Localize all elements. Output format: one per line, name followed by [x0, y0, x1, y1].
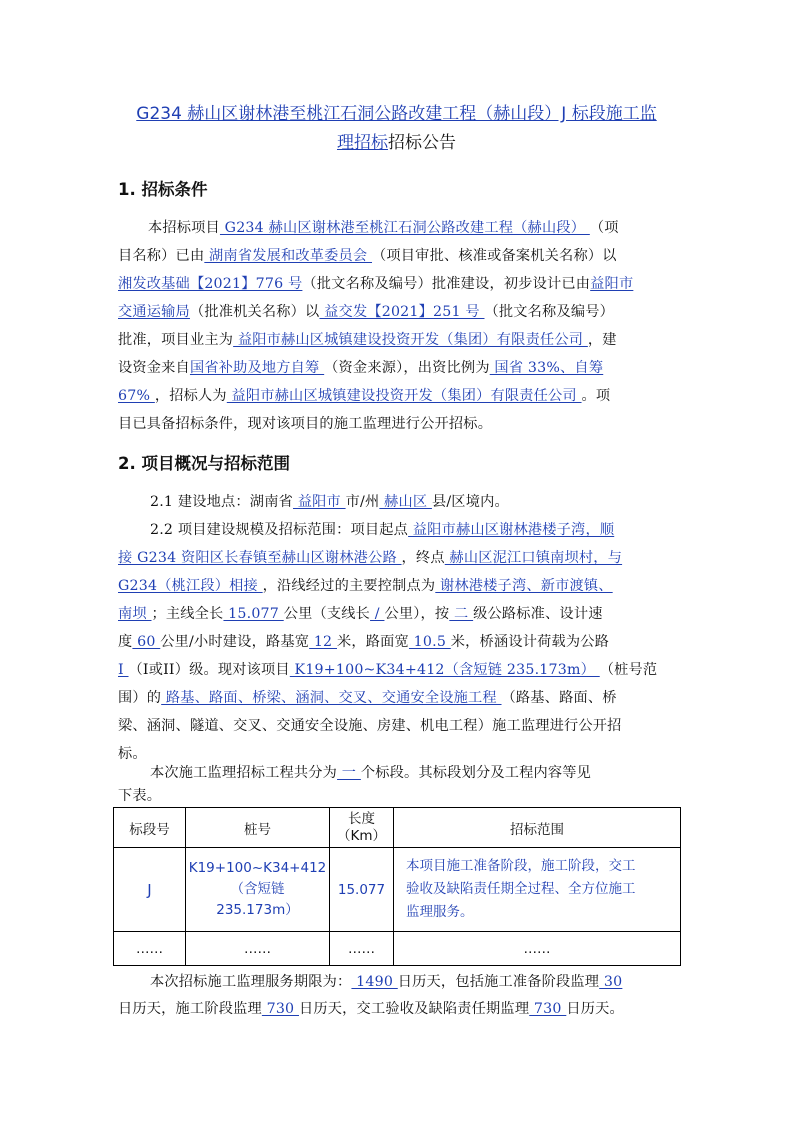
defect-days: 730: [529, 1001, 567, 1017]
s2-3-line1: 本次施工监理招标工程共分为 一 个标段。其标段划分及工程内容等见: [150, 765, 592, 781]
s2-2-line5: 度 60 公里/小时建设，路基宽 12 米，路面宽 10.5 米，桥涵设计荷载为公路: [118, 634, 610, 650]
document-title: [100, 100, 693, 128]
title-link-line1[interactable]: G234 赫山区谢林港至桃江石洞公路改建工程（赫山段）J 标段施工监: [136, 104, 657, 124]
main-line-length: 15.077: [223, 606, 284, 622]
lot-table: [113, 807, 681, 966]
s1-line3: 湘发改基础【2021】776 号（批文名称及编号）批准建设，初步设计已由益阳市: [118, 276, 634, 292]
th-lot: 标段号: [114, 808, 186, 848]
table-header-row: [114, 808, 681, 848]
s1-line2: 目名称）已由 湖南省发展和改革委员会 （项目审批、核准或备案机关名称）以: [118, 248, 617, 264]
branch-length: /: [370, 606, 385, 622]
design-approver: 益阳市: [590, 276, 634, 292]
s2-2-line6: I （I或II）级。现对该项目 K19+100~K34+412（含短链 235.173m） （桩号范: [118, 662, 658, 678]
pavement-width: 10.5: [408, 634, 451, 650]
table-row: …… …… …… ……: [114, 932, 681, 966]
prep-days: 30: [599, 974, 623, 990]
th-stake: 桩号: [186, 808, 330, 848]
s1-line8: 目已具备招标条件，现对该项目的施工监理进行公开招标。: [118, 416, 493, 432]
s2-3-line2: 下表。: [118, 788, 162, 804]
service-total-days: 1490: [351, 974, 398, 990]
service-line1: 本次招标施工监理服务期限为： 1490 日历天，包括施工准备阶段监理 30: [150, 974, 623, 990]
s2-2-line4: 南坝 ；主线全长 15.077 公里（支线长 / 公里），按 二 级公路标准、设计速: [118, 606, 603, 622]
title-suffix: 招标公告: [388, 133, 456, 153]
s2-2-line2: 接 G234 资阳区长春镇至赫山区谢林港公路 ，终点 赫山区泥江口镇南坝村，与: [118, 550, 623, 566]
s1-line7: 67% ，招标人为 益阳市赫山区城镇建设投资开发（集团）有限责任公司 。项: [118, 388, 611, 404]
design-approval-document: 益交发【2021】251 号: [319, 304, 485, 320]
subgrade-width: 12: [309, 634, 337, 650]
cell-lot: J: [114, 848, 186, 932]
s2-2-line7: 围）的 路基、路面、桥梁、涵洞、交叉、交通安全设施工程 （路基、路面、桥: [118, 690, 617, 706]
funding-source: 国省补助及地方自筹: [189, 360, 325, 376]
cell-scope: 本项目施工准备阶段，施工阶段，交工 验收及缺陷责任期全过程、全方位施工 监理服务。: [394, 848, 681, 932]
service-line2: 日历天，施工阶段监理 730 日历天，交工验收及缺陷责任期监理 730 日历天。: [118, 1001, 624, 1017]
approval-document: 湘发改基础【2021】776 号: [118, 276, 303, 292]
project-owner: 益阳市赫山区城镇建设投资开发（集团）有限责任公司: [233, 332, 588, 348]
cell-length: 15.077: [330, 848, 394, 932]
cell-stake: K19+100~K34+412 （含短链 235.173m）: [186, 848, 330, 932]
start-point: 益阳市赫山区谢林港楼子湾，顺: [408, 522, 615, 538]
s2-2-line9: 标。: [118, 746, 147, 762]
table-row: [114, 848, 681, 932]
s2-2-line3: G234（桃江段）相接 ，沿线经过的主要控制点为 谢林港楼子湾、新市渡镇、: [118, 578, 613, 594]
s2-2-line1: 2.2 项目建设规模及招标范围：项目起点 益阳市赫山区谢林港楼子湾，顺: [150, 522, 615, 538]
th-length: 长度 （Km）: [330, 808, 394, 848]
city: 益阳市: [292, 494, 346, 510]
tenderer: 益阳市赫山区城镇建设投资开发（集团）有限责任公司: [226, 388, 582, 404]
control-points: 谢林港楼子湾、新市渡镇、: [435, 578, 613, 594]
end-point: 赫山区泥江口镇南坝村，与: [444, 550, 623, 566]
title-link-line2[interactable]: 理招标: [337, 133, 388, 153]
document-title-line2: [100, 129, 693, 157]
construction-days: 730: [261, 1001, 299, 1017]
lot-count: 一: [337, 765, 361, 781]
stake-range: K19+100~K34+412（含短链 235.173m）: [289, 662, 600, 678]
s1-line5: 批准，项目业主为 益阳市赫山区城镇建设投资开发（集团）有限责任公司 ，建: [118, 332, 617, 348]
project-name: G234 赫山区谢林港至桃江石洞公路改建工程（赫山段）: [219, 220, 590, 236]
works-scope: 路基、路面、桥梁、涵洞、交叉、交通安全设施工程: [161, 690, 502, 706]
s1-line1: 本招标项目 G234 赫山区谢林港至桃江石洞公路改建工程（赫山段） （项: [148, 220, 619, 236]
funding-ratio: 国省 33%、自筹: [489, 360, 604, 376]
district: 赫山区: [379, 494, 432, 510]
section1-heading: 1. 招标条件: [118, 180, 208, 199]
road-grade: 二: [449, 606, 474, 622]
load-class: I: [118, 662, 129, 678]
s1-line6: 设资金来自国省补助及地方自筹 （资金来源），出资比例为 国省 33%、自筹: [118, 360, 604, 376]
design-speed: 60: [132, 634, 161, 650]
th-scope: 招标范围: [394, 808, 681, 848]
approval-authority: 湖南省发展和改革委员会: [204, 248, 373, 264]
section2-heading: 2. 项目概况与招标范围: [118, 454, 290, 473]
s2-2-line8: 梁、涵洞、隧道、交叉、交通安全设施、房建、机电工程）施工监理进行公开招: [118, 718, 622, 734]
s2-1-location: 2.1 建设地点：湖南省 益阳市 市/州 赫山区 县/区境内。: [150, 494, 509, 510]
s1-line4: 交通运输局（批准机关名称）以 益交发【2021】251 号 （批文名称及编号）: [118, 304, 614, 320]
